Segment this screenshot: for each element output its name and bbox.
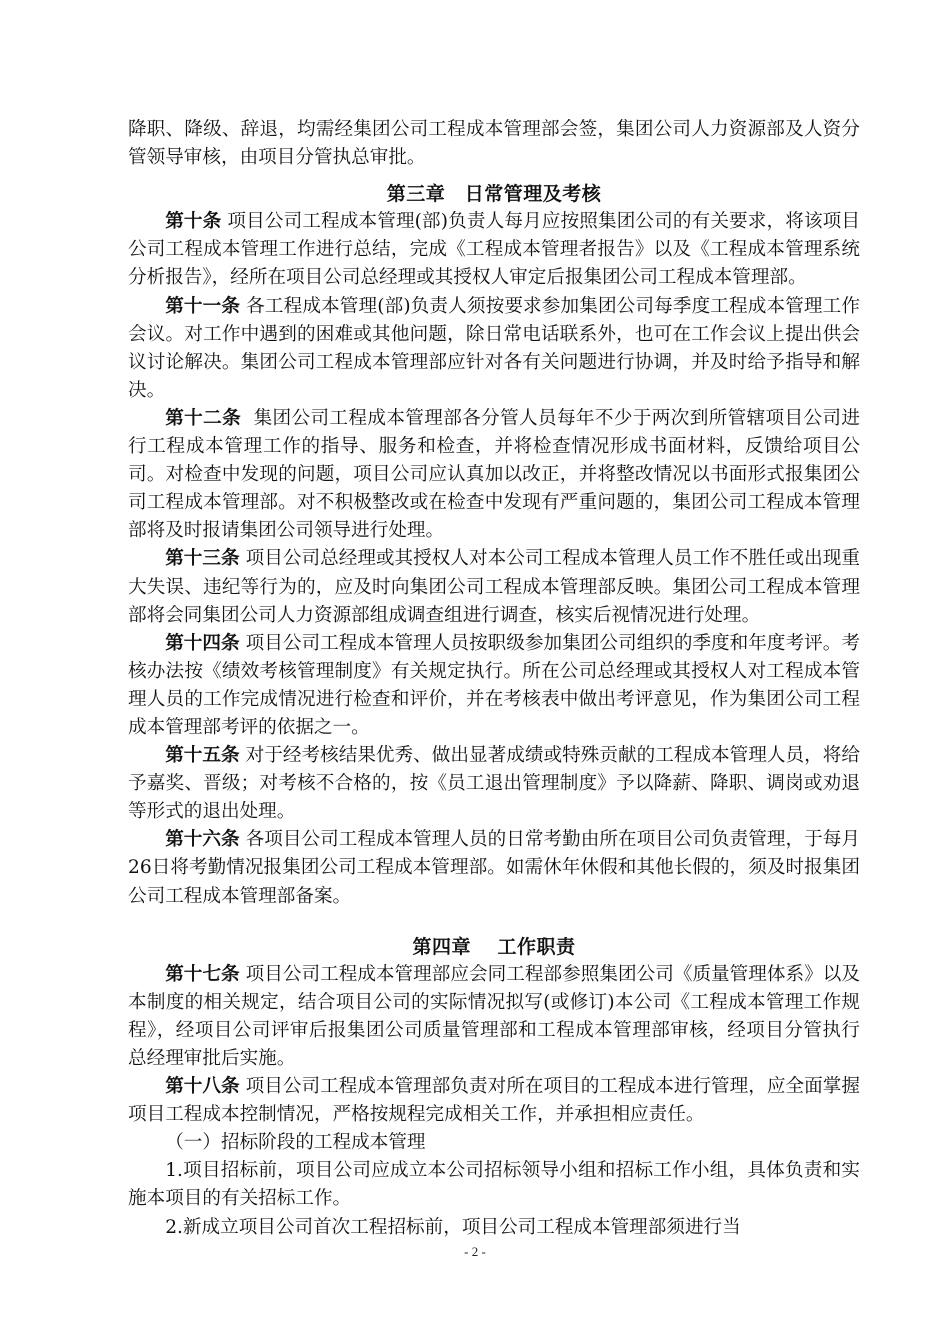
article-13-label: 第十三条 [165, 548, 240, 570]
chapter-4-heading: 第四章 工作职责 [412, 935, 576, 958]
article-17 [128, 961, 860, 1073]
article-17-text: 项目公司工程成本管理部应会同工程部参照集团公司《质量管理体系》以及本制度的相关规定，结合项目公司的实际情况拟写(或修订)本公司《工程成本管理工作规程》，经项目公司评审后报集团公司质量管理部和工程成本管理部审核，经项目分管执行总经理审批后实施。 [128, 963, 860, 1069]
article-18-label: 第十八条 [165, 1076, 240, 1098]
article-10-text: 项目公司工程成本管理(部)负责人每月应按照集团公司的有关要求，将该项目公司工程成本管理工作进行总结，完成《工程成本管理者报告》以及《工程成本管理系统分析报告》，经所在项目公司总经理或其授权人审定后报集团公司工程成本管理部。 [128, 211, 860, 289]
article-15-label: 第十五条 [165, 745, 240, 767]
article-14-text: 项目公司工程成本管理人员按职级参加集团公司组织的季度和年度考评。考核办法按《绩效考核管理制度》有关规定执行。所在公司总经理或其授权人对工程成本管理人员的工作完成情况进行检查和评价，并在考核表中做出考评意见，作为集团公司工程成本管理部考评的依据之一。 [128, 632, 860, 738]
chapter-3-heading: 第三章 日常管理及考核 [386, 183, 602, 206]
article-13-text: 项目公司总经理或其授权人对本公司工程成本管理人员工作不胜任或出现重大失误、违纪等行为的，应及时向集团公司工程成本管理部反映。集团公司工程成本管理部将会同集团公司人力资源部组成调查组进行调查，核实后视情况进行处理。 [128, 548, 860, 626]
article-12 [128, 405, 860, 545]
article-11-label: 第十一条 [165, 295, 241, 317]
section-1-heading: （一）招标阶段的工程成本管理 [165, 1132, 426, 1154]
article-13 [128, 545, 860, 629]
item-1: 1.项目招标前，项目公司应成立本公司招标领导小组和招标工作小组，具体负责和实施本项目的有关招标工作。 [128, 1160, 860, 1210]
article-18-text: 项目公司工程成本管理部负责对所在项目的工程成本进行管理，应全面掌握项目工程成本控制情况，严格按规程完成相关工作，并承担相应责任。 [128, 1076, 860, 1126]
article-12-text: 集团公司工程成本管理部各分管人员每年不少于两次到所管辖项目公司进行工程成本管理工作的指导、服务和检查，并将检查情况形成书面材料，反馈给项目公司。对检查中发现的问题，项目公司应认真加以改正，并将整改情况以书面形式报集团公司工程成本管理部。对不积极整改或在检查中发现有严重问题的，集团公司工程成本管理部将及时报请集团公司领导进行处理。 [128, 407, 860, 542]
article-12-label: 第十二条 [165, 407, 242, 429]
item-2: 2.新成立项目公司首次工程招标前，项目公司工程成本管理部须进行当 [165, 1216, 741, 1238]
article-16-text: 各项目公司工程成本管理人员的日常考勤由所在项目公司负责管理，于每月26日将考勤情况报集团公司工程成本管理部。如需休年休假和其他长假的，须及时报集团公司工程成本管理部备案。 [128, 829, 860, 907]
article-14-label: 第十四条 [165, 632, 240, 654]
article-14 [128, 630, 860, 742]
article-15-text: 对于经考核结果优秀、做出显著成绩或特殊贡献的工程成本管理人员，将给予嘉奖、晋级；对考核不合格的，按《员工退出管理制度》予以降薪、降职、调岗或劝退等形式的退出处理。 [128, 745, 860, 823]
intro-paragraph: 降职、降级、辞退，均需经集团公司工程成本管理部会签，集团公司人力资源部及人资分管领导审核，由项目分管执总审批。 [128, 119, 860, 169]
article-10-label: 第十条 [165, 211, 222, 233]
article-18 [128, 1073, 860, 1129]
article-17-label: 第十七条 [165, 963, 240, 985]
article-16-label: 第十六条 [165, 829, 240, 851]
article-10 [128, 208, 860, 292]
page-number: - 2 - [464, 1244, 486, 1259]
article-11 [128, 293, 860, 405]
article-15 [128, 742, 860, 826]
article-16 [128, 826, 860, 910]
article-11-text: 各工程成本管理(部)负责人须按要求参加集团公司每季度工程成本管理工作会议。对工作中遇到的困难或其他问题，除日常电话联系外，也可在工作会议上提出供会议讨论解决。集团公司工程成本管理部应针对各有关问题进行协调，并及时给予指导和解决。 [128, 295, 860, 401]
document-body [128, 116, 860, 1242]
